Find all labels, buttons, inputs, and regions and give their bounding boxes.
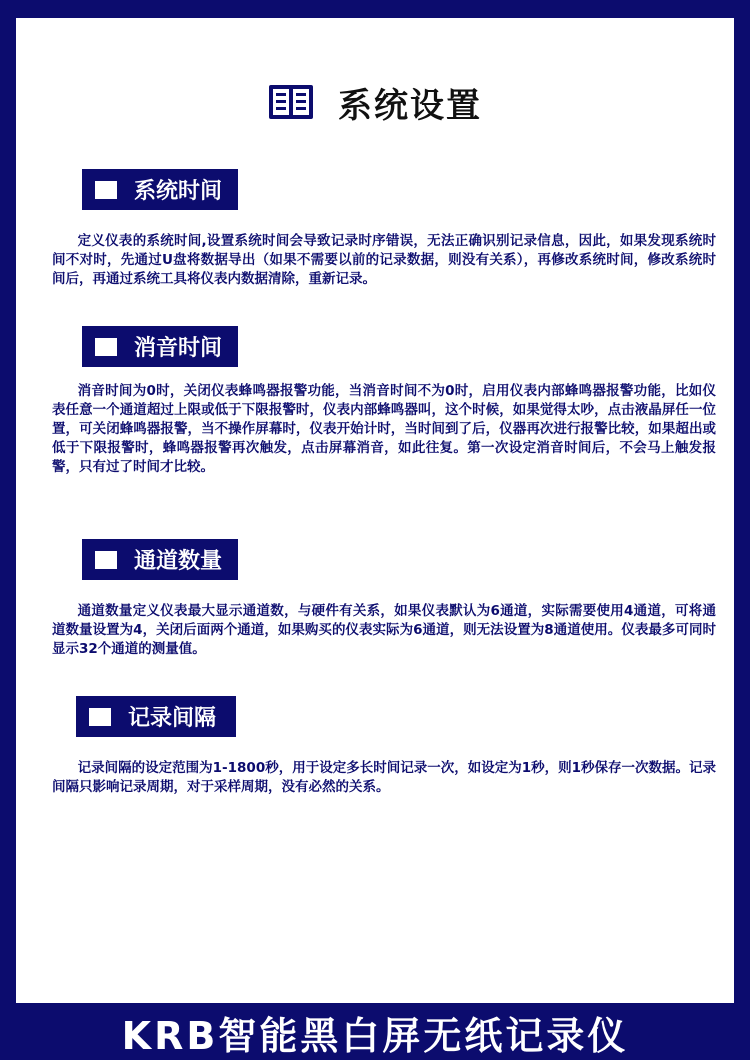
section-body-record-interval: 记录间隔的设定范围为1-1800秒，用于设定多长时间记录一次，如设定为1秒，则1秒保存一次数据。记录间隔只影响记录周期，对于采样周期，没有必然的关系。 bbox=[52, 760, 716, 795]
section-body-system-time: 定义仪表的系统时间,设置系统时间会导致记录时序错误，无法正确识别记录信息，因此，如果发现系统时间不对时，先通过U盘将数据导出（如果不需要以前的记录数据，则没有关系），再修改系统时间，修改系统时间后，再通过系统工具将仪表内数据清除，重新记录。 bbox=[52, 233, 716, 287]
section-heading-record-interval bbox=[76, 696, 236, 737]
section-body-mute-time: 消音时间为0时，关闭仪表蜂鸣器报警功能，当消音时间不为0时，启用仪表内部蜂鸣器报警功能，比如仪表任意一个通道超过上限或低于下限报警时，仪表内部蜂鸣器叫，这个时候，如果觉得太吵，点击液晶屏任一位置，可关闭蜂鸣器报警，当不操作屏幕时，仪表开始计时，当时间到了后，仪器再次进行报警比较，如果超出或低于下限报警时，蜂鸣器报警再次触发，点击屏幕消音，如此往复。第一次设定消音时间后，不会马上触发报警，只有过了时间才比较。 bbox=[52, 383, 716, 475]
section-body-channel-count: 通道数量定义仪表最大显示通道数，与硬件有关系，如果仪表默认为6通道，实际需要使用4通道，可将通道数量设置为4，关闭后面两个通道，如果购买的仪表实际为6通道，则无法设置为8通道使用。仪表最多可同时显示32个通道的测量值。 bbox=[52, 603, 716, 657]
square-bullet-icon bbox=[95, 551, 117, 569]
section-heading-label: 系统时间 bbox=[134, 179, 223, 204]
section-heading-label: 通道数量 bbox=[134, 549, 223, 574]
content-page bbox=[16, 18, 734, 1003]
footer-banner bbox=[0, 1005, 750, 1060]
footer-text: KRB智能黑白屏无纸记录仪 bbox=[121, 1014, 629, 1058]
section-heading-system-time bbox=[82, 169, 238, 210]
square-bullet-icon bbox=[95, 338, 117, 356]
section-heading-channel-count bbox=[82, 539, 238, 580]
section-heading-label: 消音时间 bbox=[134, 336, 223, 361]
square-bullet-icon bbox=[95, 181, 117, 199]
square-bullet-icon bbox=[89, 708, 111, 726]
page-title: 系统设置 bbox=[338, 85, 482, 126]
section-heading-mute-time bbox=[82, 326, 238, 367]
title-row bbox=[16, 78, 734, 126]
open-book-icon bbox=[268, 82, 314, 122]
section-heading-label: 记录间隔 bbox=[128, 706, 217, 731]
